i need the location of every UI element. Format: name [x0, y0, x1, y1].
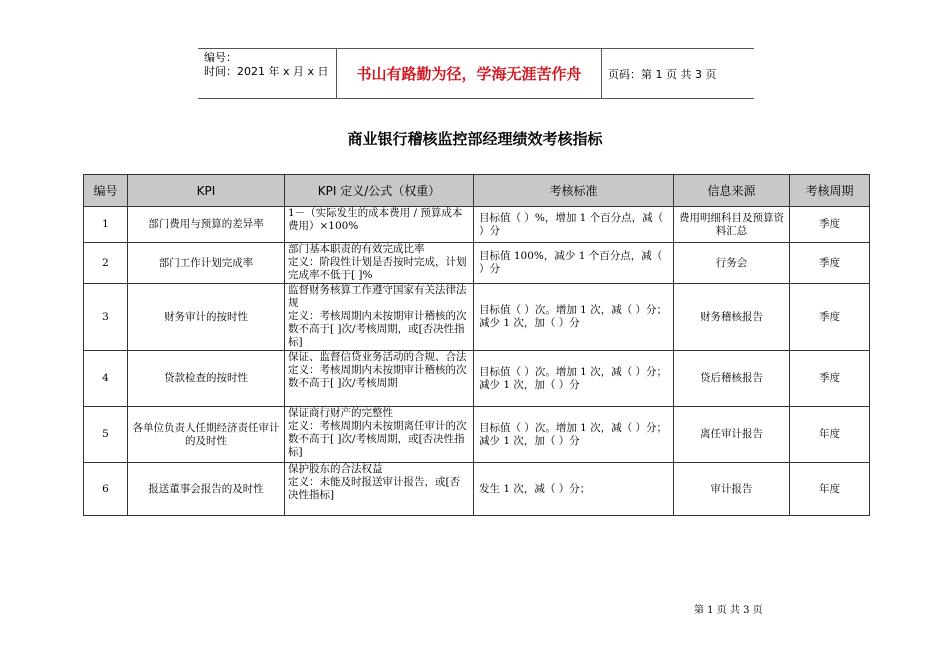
- definition-line: 定义：阶段性计划是否按时完成，计划完成率不低于[ ]%: [288, 256, 467, 281]
- cell-cycle: 季度: [790, 243, 870, 284]
- table-row: [84, 351, 870, 407]
- kpi-table: [83, 174, 870, 516]
- header-motto: 书山有路勤为径，学海无涯苦作舟: [337, 49, 602, 98]
- table-row: [84, 207, 870, 243]
- cell-source: 贷后稽核报告: [674, 351, 790, 407]
- col-header-cycle: 考核周期: [790, 175, 870, 207]
- col-header-standard: 考核标准: [474, 175, 674, 207]
- cell-cycle: 季度: [790, 351, 870, 407]
- col-header-source: 信息来源: [674, 175, 790, 207]
- document-title: 商业银行稽核监控部经理绩效考核指标: [347, 130, 603, 148]
- cell-cycle: 年度: [790, 407, 870, 463]
- col-header-definition: KPI 定义/公式（权重）: [285, 175, 474, 207]
- time-label: 时间：2021 年 x 月 x 日: [204, 65, 329, 78]
- definition-line: 定义：未能及时报送审计报告，或[否决性指标]: [288, 476, 461, 501]
- cell-standard: 目标值（ ）次。增加 1 次，减（ ）分；减少 1 次，加（ ）分: [474, 284, 674, 351]
- cell-kpi: 各单位负责人任期经济责任审计的及时性: [128, 407, 285, 463]
- col-header-kpi: KPI: [128, 175, 285, 207]
- cell-definition: [285, 351, 474, 407]
- cell-number: 3: [84, 284, 128, 351]
- cell-standard: 目标值 100%，减少 1 个百分点，减（ ）分: [474, 243, 674, 284]
- cell-source: 费用明细科目及预算资料汇总: [674, 207, 790, 243]
- cell-definition: [285, 243, 474, 284]
- header-page-info: 页码：第 1 页 共 3 页: [608, 67, 717, 81]
- definition-line: 定义：考核周期内未按期审计稽核的次数不高于[ ]次/考核周期: [288, 364, 467, 389]
- cell-standard: 目标值（ ）次。增加 1 次，减（ ）分；减少 1 次，加（ ）分: [474, 351, 674, 407]
- cell-number: 6: [84, 463, 128, 516]
- definition-line: 监督财务核算工作遵守国家有关法律法规: [288, 284, 467, 309]
- cell-definition: [285, 407, 474, 463]
- definition-line: 部门基本职责的有效完成比率: [288, 243, 425, 255]
- cell-standard: 发生 1 次，减（ ）分；: [474, 463, 674, 516]
- cell-number: 5: [84, 407, 128, 463]
- table-header-row: [84, 175, 870, 207]
- cell-standard: 目标值（ ）次。增加 1 次，减（ ）分；减少 1 次，加（ ）分: [474, 407, 674, 463]
- cell-kpi: 部门费用与预算的差异率: [128, 207, 285, 243]
- definition-line: 保证商行财产的完整性: [288, 407, 393, 419]
- table-row: [84, 243, 870, 284]
- cell-definition: [285, 284, 474, 351]
- cell-source: 审计报告: [674, 463, 790, 516]
- cell-cycle: 季度: [790, 207, 870, 243]
- cell-kpi: 报送董事会报告的及时性: [128, 463, 285, 516]
- cell-source: 离任审计报告: [674, 407, 790, 463]
- cell-number: 1: [84, 207, 128, 243]
- cell-cycle: 季度: [790, 284, 870, 351]
- page-footer: 第 1 页 共 3 页: [694, 605, 763, 616]
- definition-line: 定义：考核周期内未按期离任审计的次数不高于[ ]次/考核周期，或[否决性指标]: [288, 420, 467, 458]
- definition-line: 1－（实际发生的成本费用 / 预算成本费用）×100%: [288, 207, 463, 232]
- cell-number: 2: [84, 243, 128, 284]
- cell-kpi: 财务审计的按时性: [128, 284, 285, 351]
- cell-source: 财务稽核报告: [674, 284, 790, 351]
- cell-definition: [285, 207, 474, 243]
- definition-line: 保证、监督信贷业务活动的合规、合法: [288, 351, 467, 363]
- table-row: [84, 284, 870, 351]
- cell-number: 4: [84, 351, 128, 407]
- cell-definition: [285, 463, 474, 516]
- cell-source: 行务会: [674, 243, 790, 284]
- definition-line: 保护股东的合法权益: [288, 463, 383, 475]
- cell-cycle: 年度: [790, 463, 870, 516]
- cell-kpi: 贷款检查的按时性: [128, 351, 285, 407]
- definition-line: 定义：考核周期内未按期审计稽核的次数不高于[ ]次/考核周期，或[否决性指标]: [288, 310, 467, 348]
- table-row: [84, 407, 870, 463]
- number-label: 编号：: [204, 51, 237, 64]
- cell-kpi: 部门工作计划完成率: [128, 243, 285, 284]
- table-row: [84, 463, 870, 516]
- col-header-number: 编号: [84, 175, 128, 207]
- cell-standard: 目标值（ ）%，增加 1 个百分点，减（ ）分: [474, 207, 674, 243]
- header-meta: [198, 49, 337, 98]
- document-header: [198, 48, 754, 99]
